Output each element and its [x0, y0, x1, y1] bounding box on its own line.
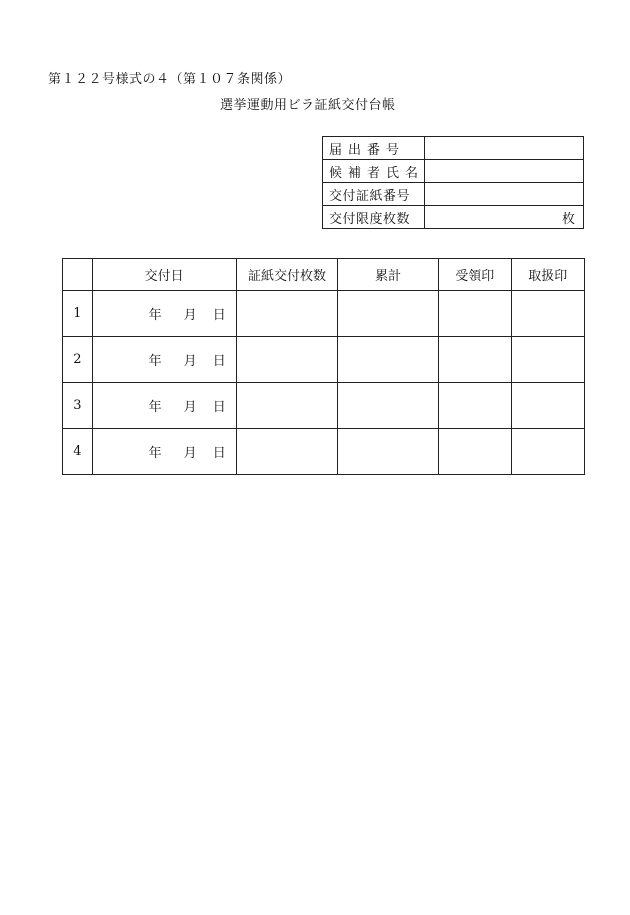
header-stamp-count: 証紙交付枚数 — [236, 259, 338, 291]
issue-date-cell[interactable] — [92, 337, 236, 383]
row-number: 1 — [63, 291, 93, 337]
candidate-info-table — [322, 136, 584, 229]
info-row-stamp-number — [323, 183, 584, 206]
info-row-issue-limit — [323, 206, 584, 229]
row-number: 2 — [63, 337, 93, 383]
info-row-candidate-name — [323, 160, 584, 183]
receipt-seal-cell[interactable] — [439, 337, 511, 383]
cumulative-cell[interactable] — [338, 429, 439, 475]
cumulative-cell[interactable] — [338, 383, 439, 429]
handler-seal-cell[interactable] — [511, 429, 584, 475]
cumulative-cell[interactable] — [338, 291, 439, 337]
day-label: 日 — [212, 446, 226, 461]
month-label: 月 — [183, 400, 197, 415]
header-issue-date: 交付日 — [92, 259, 236, 291]
year-label: 年 — [148, 354, 162, 369]
issue-date-cell[interactable] — [92, 383, 236, 429]
table-row — [63, 337, 585, 383]
filing-number-field[interactable] — [425, 137, 584, 160]
header-cumulative: 累計 — [338, 259, 439, 291]
issue-limit-label: 交付限度枚数 — [323, 206, 425, 229]
issuance-ledger-table — [62, 258, 585, 475]
handler-seal-cell[interactable] — [511, 291, 584, 337]
year-label: 年 — [148, 400, 162, 415]
row-number: 4 — [63, 429, 93, 475]
issue-limit-field[interactable]: 枚 — [425, 206, 584, 229]
stamp-count-cell[interactable] — [236, 429, 338, 475]
handler-seal-cell[interactable] — [511, 337, 584, 383]
filing-number-label: 届出番号 — [323, 137, 425, 160]
header-handler-seal: 取扱印 — [511, 259, 584, 291]
day-label: 日 — [212, 354, 226, 369]
document-title: 選挙運動用ビラ証紙交付台帳 — [220, 98, 396, 113]
info-row-filing-number — [323, 137, 584, 160]
header-number — [63, 259, 93, 291]
day-label: 日 — [212, 400, 226, 415]
row-number: 3 — [63, 383, 93, 429]
header-receipt-seal: 受領印 — [439, 259, 511, 291]
cumulative-cell[interactable] — [338, 337, 439, 383]
table-row — [63, 429, 585, 475]
stamp-count-cell[interactable] — [236, 291, 338, 337]
ledger-header-row — [63, 259, 585, 291]
issue-date-cell[interactable] — [92, 291, 236, 337]
table-row — [63, 383, 585, 429]
stamp-number-field[interactable] — [425, 183, 584, 206]
day-label: 日 — [212, 308, 226, 323]
stamp-count-cell[interactable] — [236, 383, 338, 429]
year-label: 年 — [148, 308, 162, 323]
issue-date-cell[interactable] — [92, 429, 236, 475]
receipt-seal-cell[interactable] — [439, 291, 511, 337]
candidate-name-field[interactable] — [425, 160, 584, 183]
month-label: 月 — [183, 446, 197, 461]
handler-seal-cell[interactable] — [511, 383, 584, 429]
year-label: 年 — [148, 446, 162, 461]
candidate-name-label: 候補者氏名 — [323, 160, 425, 183]
month-label: 月 — [183, 354, 197, 369]
table-row — [63, 291, 585, 337]
month-label: 月 — [183, 308, 197, 323]
receipt-seal-cell[interactable] — [439, 429, 511, 475]
form-number: 第１２２号様式の４（第１０７条関係） — [48, 72, 292, 87]
receipt-seal-cell[interactable] — [439, 383, 511, 429]
stamp-number-label: 交付証紙番号 — [323, 183, 425, 206]
stamp-count-cell[interactable] — [236, 337, 338, 383]
